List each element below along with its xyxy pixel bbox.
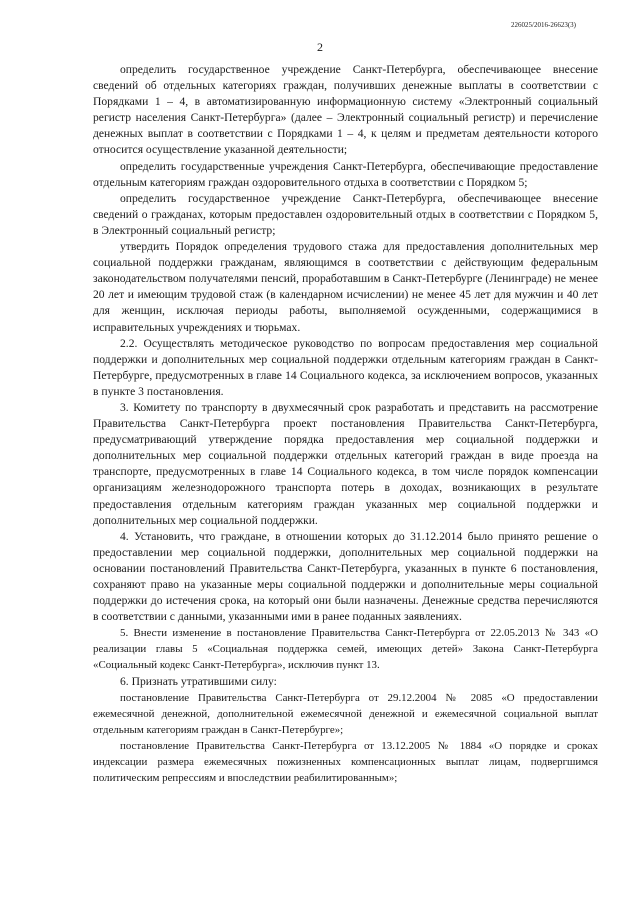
paragraph-4-retained-rights: 4. Установить, что граждане, в отношении которых до 31.12.2014 было принято решение о предоставлении мер социальной поддержки, дополнительных мер социальной поддержки на основании постановлений Правительства Санкт-Петербурга, указанных в пункте 6 постановления, сохраняют право на указанные меры социальной поддержки и дополнительные меры социальной поддержки до истечения срока, на который они были назначены. Денежные средства перечисляются в соответствии с данными, указанными ими в ранее поданных заявлениях. [93, 529, 598, 624]
paragraph-approve-work-experience-procedure: утвердить Порядок определения трудового стажа для предоставления дополнительных мер социальной поддержки гражданам, являющимся в соответствии с действующим федеральным законодательством получателями пенсий, проработавшим в Санкт-Петербурге (Ленинграде) не менее 20 лет и имеющим трудовой стаж (в календарном исчислении) не менее 45 лет для мужчин и 40 лет для женщин, исключая периоды работы, выполняемой осужденными, содержащимися в исправительных учреждениях и тюрьмах. [93, 240, 598, 334]
paragraph-define-recreation-registry-institution: определить государственное учреждение Санкт-Петербурга, обеспечивающее внесение сведений о гражданах, которым предоставлен оздоровительный отдых в соответствии с Порядком 5, в Электронный социальный регистр; [93, 191, 598, 237]
paragraph-define-registry-institution: определить государственное учреждение Санкт-Петербурга, обеспечивающее внесение сведений об отдельных категориях граждан, получивших денежные выплаты в соответствии с Порядками 1 – 4, в автоматизированную информационную систему «Электронный социальный регистр населения Санкт-Петербурга» (далее – Электронный социальный регистр) и перечисление денежных выплат в соответствии с Порядками 1 – 4, к целям и предметам деятельности которого относится осуществление указанной деятельности; [93, 63, 598, 157]
paragraph-repealed-2085: постановление Правительства Санкт-Петербурга от 29.12.2004 № 2085 «О предоставлении ежемесячной денежной, дополнительной ежемесячной денежной и ежемесячной социальной выплат отдельным категориям граждан в Санкт-Петербурге»; [93, 691, 598, 736]
paragraph-3-transport-committee: 3. Комитету по транспорту в двухмесячный срок разработать и представить на рассмотрение Правительства Санкт-Петербурга проект постановления Правительства Санкт-Петербурга, предусматривающий утверждение порядка предоставления мер социальной поддержки и дополнительных мер социальной поддержки отдельных категорий граждан в виде проезда на транспорте, предусмотренных в главе 14 Социального кодекса, в том числе порядок компенсации организациям железнодорожного транспорта потерь в доходах, возникающих в результате предоставления отдельным категориям граждан указанных мер социальной поддержки и дополнительных мер социальной поддержки. [93, 400, 598, 527]
paragraph-5-amendment: 5. Внести изменение в постановление Правительства Санкт-Петербурга от 22.05.2013 № 343 «О реализации главы 5 «Социальная поддержка семей, имеющих детей» Закона Санкт-Петербурга «Социальный кодекс Санкт-Петербурга», исключив пункт 13. [93, 627, 598, 672]
paragraph-define-recreation-institutions: определить государственные учреждения Санкт-Петербурга, обеспечивающие предоставление отдельным категориям граждан оздоровительного отдыха в соответствии с Порядком 5; [93, 159, 598, 189]
paragraph-6-repeal-heading: 6. Признать утратившими силу: [120, 674, 277, 688]
paragraph-2-2-methodical-guidance: 2.2. Осуществлять методическое руководство по вопросам предоставления мер социальной поддержки и дополнительных мер социальной поддержки отдельным категориям граждан в Санкт-Петербурге, предусмотренных в главе 14 Социального кодекса, за исключением вопросов, указанных в пункте 3 постановления. [93, 336, 598, 398]
document-body [93, 62, 598, 786]
document-number: 226025/2016-26623(3) [511, 21, 576, 29]
paragraph-repealed-1884: постановление Правительства Санкт-Петербурга от 13.12.2005 № 1884 «О порядке и сроках индексации размера ежемесячных пожизненных компенсационных выплат лицам, подвергшимся политическим репрессиям и впоследствии реабилитированным»; [93, 739, 598, 785]
page-number: 2 [317, 40, 323, 54]
